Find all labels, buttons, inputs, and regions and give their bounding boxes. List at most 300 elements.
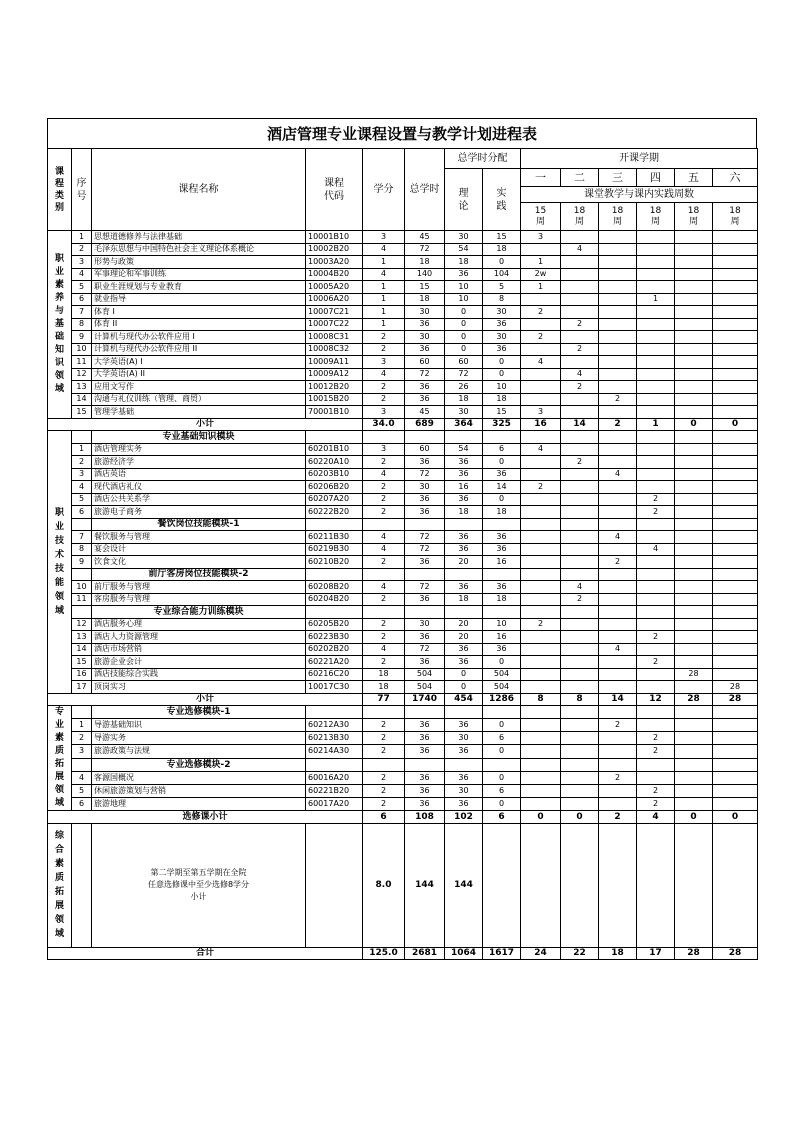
section2-subtotal-semester-5: 28 <box>675 693 713 706</box>
course-practice: 0 <box>483 356 521 369</box>
course-credits: 2 <box>363 343 405 356</box>
course-semester-5 <box>675 618 713 631</box>
course-semester-2 <box>561 468 599 481</box>
course-row <box>48 293 758 306</box>
header-weeks-1: 15 周 <box>521 203 561 231</box>
course-semester-5 <box>675 784 713 797</box>
course-practice: 0 <box>483 493 521 506</box>
module-blank <box>599 706 637 719</box>
course-no: 14 <box>72 393 92 406</box>
course-practice: 36 <box>483 581 521 594</box>
course-name: 形势与政策 <box>92 256 306 269</box>
module-blank <box>599 568 637 581</box>
course-no: 5 <box>72 493 92 506</box>
course-semester-1 <box>521 581 561 594</box>
course-semester-5 <box>675 797 713 810</box>
course-semester-3 <box>599 481 637 494</box>
course-no: 14 <box>72 643 92 656</box>
course-semester-5 <box>675 381 713 394</box>
section3-subtotal-credits: 6 <box>363 811 405 824</box>
course-no: 1 <box>72 443 92 456</box>
course-semester-6 <box>713 797 758 810</box>
course-code: 10004B20 <box>306 268 363 281</box>
course-hours: 18 <box>405 256 445 269</box>
module-blank <box>521 758 561 771</box>
course-semester-3 <box>599 406 637 419</box>
section2-subtotal-semester-4: 12 <box>637 693 675 706</box>
course-credits: 3 <box>363 443 405 456</box>
course-semester-2 <box>561 543 599 556</box>
module-blank <box>306 606 363 619</box>
course-no: 13 <box>72 631 92 644</box>
course-semester-1: 3 <box>521 406 561 419</box>
course-code: 60210B20 <box>306 556 363 569</box>
course-semester-4: 2 <box>637 732 675 745</box>
module-row <box>48 431 758 444</box>
course-semester-1: 1 <box>521 256 561 269</box>
course-semester-6 <box>713 719 758 732</box>
course-semester-6 <box>713 281 758 294</box>
course-name: 军事理论和军事训练 <box>92 268 306 281</box>
course-theory: 16 <box>445 481 483 494</box>
course-semester-1 <box>521 643 561 656</box>
course-no: 5 <box>72 784 92 797</box>
grand-total-practice: 1617 <box>483 947 521 960</box>
module-blank <box>363 758 405 771</box>
module-title: 专业基础知识模块 <box>92 431 306 444</box>
course-hours: 504 <box>405 668 445 681</box>
course-credits: 2 <box>363 393 405 406</box>
course-semester-5 <box>675 531 713 544</box>
course-semester-3 <box>599 443 637 456</box>
course-row <box>48 797 758 810</box>
header-row-1 <box>48 149 758 169</box>
course-row <box>48 784 758 797</box>
course-practice: 6 <box>483 732 521 745</box>
section2-subtotal-credits: 77 <box>363 693 405 706</box>
module-title: 专业选修模块-2 <box>92 758 306 771</box>
course-semester-6 <box>713 368 758 381</box>
course-no: 12 <box>72 368 92 381</box>
module-blank <box>561 431 599 444</box>
section2-subtotal-semester-2: 8 <box>561 693 599 706</box>
header-course-name: 课程名称 <box>92 149 306 231</box>
course-row <box>48 643 758 656</box>
module-blank <box>483 758 521 771</box>
course-theory: 18 <box>445 393 483 406</box>
section4-note: 第二学期至第五学期在全院 任意选修课中至少选修8学分 小计 <box>92 823 306 947</box>
course-semester-3: 4 <box>599 643 637 656</box>
course-row <box>48 732 758 745</box>
course-hours: 15 <box>405 281 445 294</box>
course-semester-5 <box>675 493 713 506</box>
module-blank <box>561 758 599 771</box>
course-credits: 4 <box>363 543 405 556</box>
header-semester-1: 一 <box>521 169 561 187</box>
course-name: 旅游企业会计 <box>92 656 306 669</box>
course-practice: 504 <box>483 681 521 694</box>
course-credits: 4 <box>363 643 405 656</box>
module-blank <box>599 518 637 531</box>
course-semester-1 <box>521 631 561 644</box>
module-title: 专业选修模块-1 <box>92 706 306 719</box>
course-row <box>48 318 758 331</box>
header-semester-6: 六 <box>713 169 758 187</box>
course-code: 60016A20 <box>306 771 363 784</box>
module-no-blank <box>72 518 92 531</box>
section4-row <box>48 823 758 947</box>
section1-subtotal-credits: 34.0 <box>363 418 405 431</box>
course-semester-3 <box>599 745 637 758</box>
course-credits: 2 <box>363 631 405 644</box>
course-semester-4: 1 <box>637 293 675 306</box>
course-name: 客源国概况 <box>92 771 306 784</box>
course-theory: 30 <box>445 231 483 244</box>
course-row <box>48 618 758 631</box>
course-theory: 54 <box>445 243 483 256</box>
course-row <box>48 343 758 356</box>
course-semester-3 <box>599 306 637 319</box>
course-semester-3 <box>599 256 637 269</box>
course-row <box>48 331 758 344</box>
course-semester-4 <box>637 668 675 681</box>
module-blank <box>675 431 713 444</box>
course-practice: 10 <box>483 381 521 394</box>
course-credits: 2 <box>363 732 405 745</box>
course-no: 3 <box>72 745 92 758</box>
course-no: 8 <box>72 543 92 556</box>
course-name: 旅游政策与法规 <box>92 745 306 758</box>
module-blank <box>561 606 599 619</box>
course-credits: 3 <box>363 406 405 419</box>
module-row <box>48 758 758 771</box>
course-semester-3 <box>599 631 637 644</box>
header-semesters-title: 开课学期 <box>521 149 758 169</box>
course-practice: 18 <box>483 593 521 606</box>
course-row <box>48 581 758 594</box>
course-name: 宴会设计 <box>92 543 306 556</box>
course-semester-6 <box>713 468 758 481</box>
course-semester-1 <box>521 318 561 331</box>
course-no: 1 <box>72 231 92 244</box>
course-semester-2 <box>561 784 599 797</box>
course-hours: 36 <box>405 745 445 758</box>
course-name: 计算机与现代办公软件应用 II <box>92 343 306 356</box>
course-name: 酒店公共关系学 <box>92 493 306 506</box>
section4-blank <box>637 823 675 947</box>
module-blank <box>445 706 483 719</box>
course-hours: 30 <box>405 618 445 631</box>
course-semester-6 <box>713 256 758 269</box>
course-semester-1: 2 <box>521 618 561 631</box>
course-semester-1: 1 <box>521 281 561 294</box>
grand-total-semester-2: 22 <box>561 947 599 960</box>
course-semester-1 <box>521 681 561 694</box>
module-row <box>48 706 758 719</box>
course-semester-5 <box>675 732 713 745</box>
course-row <box>48 745 758 758</box>
course-no: 13 <box>72 381 92 394</box>
course-semester-1 <box>521 293 561 306</box>
course-semester-5 <box>675 331 713 344</box>
course-no: 9 <box>72 556 92 569</box>
course-semester-6 <box>713 331 758 344</box>
module-blank <box>675 758 713 771</box>
course-code: 60222B20 <box>306 506 363 519</box>
course-no: 4 <box>72 771 92 784</box>
course-semester-1 <box>521 732 561 745</box>
course-semester-3 <box>599 581 637 594</box>
module-blank <box>483 568 521 581</box>
module-blank <box>521 568 561 581</box>
section3-subtotal-practice: 6 <box>483 811 521 824</box>
module-blank <box>405 568 445 581</box>
module-no-blank <box>72 568 92 581</box>
section4-blank <box>599 823 637 947</box>
course-credits: 2 <box>363 771 405 784</box>
course-semester-1 <box>521 343 561 356</box>
course-semester-6 <box>713 231 758 244</box>
course-credits: 2 <box>363 381 405 394</box>
course-semester-2 <box>561 293 599 306</box>
course-semester-1 <box>521 668 561 681</box>
course-semester-3 <box>599 368 637 381</box>
header-weeks-3: 18 周 <box>599 203 637 231</box>
grand-total-semester-5: 28 <box>675 947 713 960</box>
course-hours: 45 <box>405 231 445 244</box>
course-theory: 10 <box>445 281 483 294</box>
course-semester-6 <box>713 481 758 494</box>
module-row <box>48 518 758 531</box>
course-semester-3 <box>599 343 637 356</box>
section2-subtotal <box>48 693 758 706</box>
course-code: 60201B10 <box>306 443 363 456</box>
course-semester-4 <box>637 443 675 456</box>
module-blank <box>675 606 713 619</box>
course-name: 体育 II <box>92 318 306 331</box>
course-semester-4: 4 <box>637 543 675 556</box>
course-semester-2 <box>561 506 599 519</box>
module-blank <box>405 518 445 531</box>
course-semester-4 <box>637 681 675 694</box>
course-semester-3 <box>599 506 637 519</box>
module-no-blank <box>72 431 92 444</box>
section1-subtotal-label: 小计 <box>48 418 363 431</box>
header-semester-4: 四 <box>637 169 675 187</box>
course-code: 60211B30 <box>306 531 363 544</box>
section1-category: 职 业 素 养 与 基 础 知 识 领 域 <box>48 231 72 419</box>
header-semester-5: 五 <box>675 169 713 187</box>
course-semester-3: 2 <box>599 771 637 784</box>
course-credits: 18 <box>363 668 405 681</box>
grand-total-semester-1: 24 <box>521 947 561 960</box>
course-hours: 60 <box>405 443 445 456</box>
course-semester-5 <box>675 656 713 669</box>
course-no: 6 <box>72 797 92 810</box>
section4-category: 综 合 素 质 拓 展 领 域 <box>48 823 72 947</box>
course-semester-3 <box>599 318 637 331</box>
course-theory: 36 <box>445 456 483 469</box>
course-row <box>48 368 758 381</box>
course-semester-6 <box>713 531 758 544</box>
course-practice: 0 <box>483 797 521 810</box>
course-semester-2 <box>561 771 599 784</box>
course-code: 60206B20 <box>306 481 363 494</box>
course-practice: 15 <box>483 406 521 419</box>
course-semester-6 <box>713 381 758 394</box>
module-blank <box>445 606 483 619</box>
module-blank <box>675 706 713 719</box>
course-row <box>48 531 758 544</box>
course-semester-3: 4 <box>599 468 637 481</box>
course-code: 60213B30 <box>306 732 363 745</box>
module-blank <box>561 518 599 531</box>
section1-subtotal-practice: 325 <box>483 418 521 431</box>
course-name: 沟通与礼仪训练（管理、商贸） <box>92 393 306 406</box>
course-practice: 36 <box>483 468 521 481</box>
course-hours: 36 <box>405 556 445 569</box>
course-practice: 36 <box>483 318 521 331</box>
module-blank <box>713 706 758 719</box>
course-credits: 2 <box>363 331 405 344</box>
course-semester-4 <box>637 643 675 656</box>
course-semester-6 <box>713 343 758 356</box>
course-semester-4 <box>637 719 675 732</box>
course-semester-4 <box>637 268 675 281</box>
module-blank <box>363 606 405 619</box>
course-semester-2: 2 <box>561 343 599 356</box>
course-semester-2 <box>561 797 599 810</box>
section4-blank <box>675 823 713 947</box>
module-blank <box>521 518 561 531</box>
course-semester-2: 2 <box>561 456 599 469</box>
course-semester-2: 4 <box>561 368 599 381</box>
course-semester-5 <box>675 281 713 294</box>
course-name: 酒店技能综合实践 <box>92 668 306 681</box>
course-credits: 4 <box>363 468 405 481</box>
course-theory: 36 <box>445 797 483 810</box>
course-theory: 18 <box>445 593 483 606</box>
course-practice: 30 <box>483 331 521 344</box>
course-row <box>48 306 758 319</box>
section2-subtotal-theory: 454 <box>445 693 483 706</box>
course-practice: 36 <box>483 343 521 356</box>
course-semester-2 <box>561 256 599 269</box>
course-semester-6 <box>713 506 758 519</box>
course-row <box>48 443 758 456</box>
course-name: 酒店市场营销 <box>92 643 306 656</box>
course-theory: 20 <box>445 556 483 569</box>
module-blank <box>306 758 363 771</box>
course-row <box>48 656 758 669</box>
course-practice: 10 <box>483 618 521 631</box>
module-blank <box>483 606 521 619</box>
header-semester-2: 二 <box>561 169 599 187</box>
course-hours: 36 <box>405 631 445 644</box>
course-row <box>48 493 758 506</box>
section2-subtotal-practice: 1286 <box>483 693 521 706</box>
course-semester-2 <box>561 719 599 732</box>
course-hours: 72 <box>405 243 445 256</box>
course-credits: 2 <box>363 745 405 758</box>
course-semester-4 <box>637 481 675 494</box>
course-semester-4 <box>637 231 675 244</box>
course-semester-2 <box>561 231 599 244</box>
course-semester-1 <box>521 784 561 797</box>
course-semester-6 <box>713 631 758 644</box>
course-name: 旅游地理 <box>92 797 306 810</box>
course-semester-2 <box>561 681 599 694</box>
course-theory: 36 <box>445 468 483 481</box>
course-semester-2 <box>561 631 599 644</box>
course-semester-4: 2 <box>637 631 675 644</box>
course-semester-1 <box>521 531 561 544</box>
course-no: 7 <box>72 306 92 319</box>
course-practice: 30 <box>483 306 521 319</box>
module-blank <box>521 431 561 444</box>
course-name: 客房服务与管理 <box>92 593 306 606</box>
course-code: 60221A20 <box>306 656 363 669</box>
course-semester-2 <box>561 331 599 344</box>
course-name: 大学英语(A) II <box>92 368 306 381</box>
course-plan-table <box>47 148 758 960</box>
course-theory: 10 <box>445 293 483 306</box>
course-code: 60207A20 <box>306 493 363 506</box>
course-code: 60214A30 <box>306 745 363 758</box>
section2-category: 职 业 技 术 技 能 领 域 <box>48 431 72 694</box>
module-blank <box>483 431 521 444</box>
section4-blank <box>561 823 599 947</box>
module-blank <box>445 758 483 771</box>
course-semester-2 <box>561 268 599 281</box>
course-hours: 36 <box>405 393 445 406</box>
grand-total-semester-6: 28 <box>713 947 758 960</box>
course-credits: 1 <box>363 256 405 269</box>
course-semester-1: 2 <box>521 481 561 494</box>
course-semester-5 <box>675 318 713 331</box>
course-semester-5 <box>675 681 713 694</box>
course-semester-3: 2 <box>599 393 637 406</box>
course-name: 现代酒店礼仪 <box>92 481 306 494</box>
course-code: 10001B10 <box>306 231 363 244</box>
course-name: 大学英语(A) I <box>92 356 306 369</box>
course-hours: 72 <box>405 368 445 381</box>
course-semester-4: 2 <box>637 784 675 797</box>
course-no: 12 <box>72 618 92 631</box>
course-hours: 72 <box>405 643 445 656</box>
course-row <box>48 719 758 732</box>
course-hours: 36 <box>405 771 445 784</box>
course-practice: 8 <box>483 293 521 306</box>
course-name: 毛泽东思想与中国特色社会主义理论体系概论 <box>92 243 306 256</box>
section3-subtotal-semester-2: 0 <box>561 811 599 824</box>
course-theory: 26 <box>445 381 483 394</box>
grand-total <box>48 947 758 960</box>
course-theory: 72 <box>445 368 483 381</box>
course-row <box>48 393 758 406</box>
course-credits: 3 <box>363 231 405 244</box>
course-row <box>48 668 758 681</box>
course-semester-5 <box>675 406 713 419</box>
section3-category: 专 业 素 质 拓 展 领 域 <box>48 706 72 811</box>
course-practice: 5 <box>483 281 521 294</box>
section1-subtotal-semester-4: 1 <box>637 418 675 431</box>
course-no: 3 <box>72 468 92 481</box>
course-hours: 36 <box>405 719 445 732</box>
course-credits: 2 <box>363 481 405 494</box>
section1-subtotal <box>48 418 758 431</box>
course-row <box>48 256 758 269</box>
